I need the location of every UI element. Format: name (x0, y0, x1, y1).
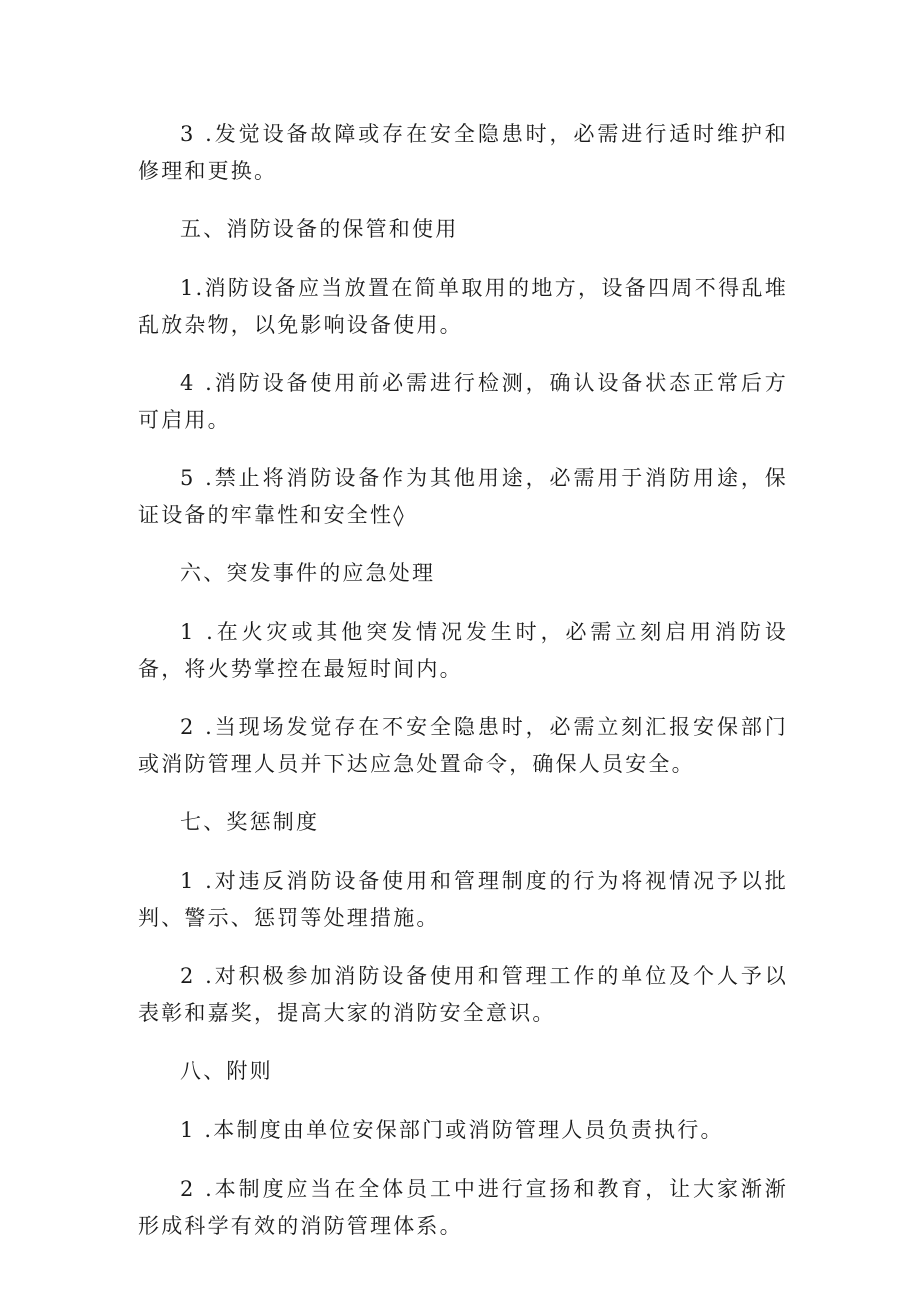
paragraph-placement: 1.消防设备应当放置在简单取用的地方，设备四周不得乱堆乱放杂物，以免影响设备使用。 (138, 276, 788, 337)
paragraph-commendation: 2 .对积极参加消防设备使用和管理工作的单位及个人予以表彰和嘉奖，提高大家的消防安全意识。 (138, 964, 788, 1025)
section-heading-supplementary: 八、附则 (180, 1059, 273, 1083)
paragraph-inspection: 4 .消防设备使用前必需进行检测，确认设备状态正常后方可启用。 (138, 371, 788, 432)
paragraph-fire-response: 1 .在火灾或其他突发情况发生时，必需立刻启用消防设备，将火势掌控在最短时间内。 (138, 620, 788, 681)
paragraph-prohibited-use: 5 .禁止将消防设备作为其他用途，必需用于消防用途，保证设备的牢靠性和安全性◊ (138, 466, 788, 527)
paragraph-violations: 1 .对违反消防设备使用和管理制度的行为将视情况予以批判、警示、惩罚等处理措施。 (138, 869, 788, 930)
section-heading-emergency: 六、突发事件的应急处理 (180, 561, 436, 585)
section-heading-storage-use: 五、消防设备的保管和使用 (180, 217, 459, 241)
paragraph-hazard-report: 2 .当现场发觉存在不安全隐患时，必需立刻汇报安保部门或消防管理人员并下达应急处置命令，确保人员安全。 (138, 715, 788, 776)
paragraph-execution: 1 .本制度由单位安保部门或消防管理人员负责执行。 (180, 1118, 724, 1142)
paragraph-education: 2 .本制度应当在全体员工中进行宣扬和教育，让大家渐渐形成科学有效的消防管理体系。 (138, 1177, 788, 1238)
document-body (138, 116, 788, 1245)
paragraph-equipment-repair: 3 .发觉设备故障或存在安全隐患时，必需进行适时维护和修理和更换。 (138, 122, 788, 183)
section-heading-rewards-penalties: 七、奖惩制度 (180, 810, 320, 834)
